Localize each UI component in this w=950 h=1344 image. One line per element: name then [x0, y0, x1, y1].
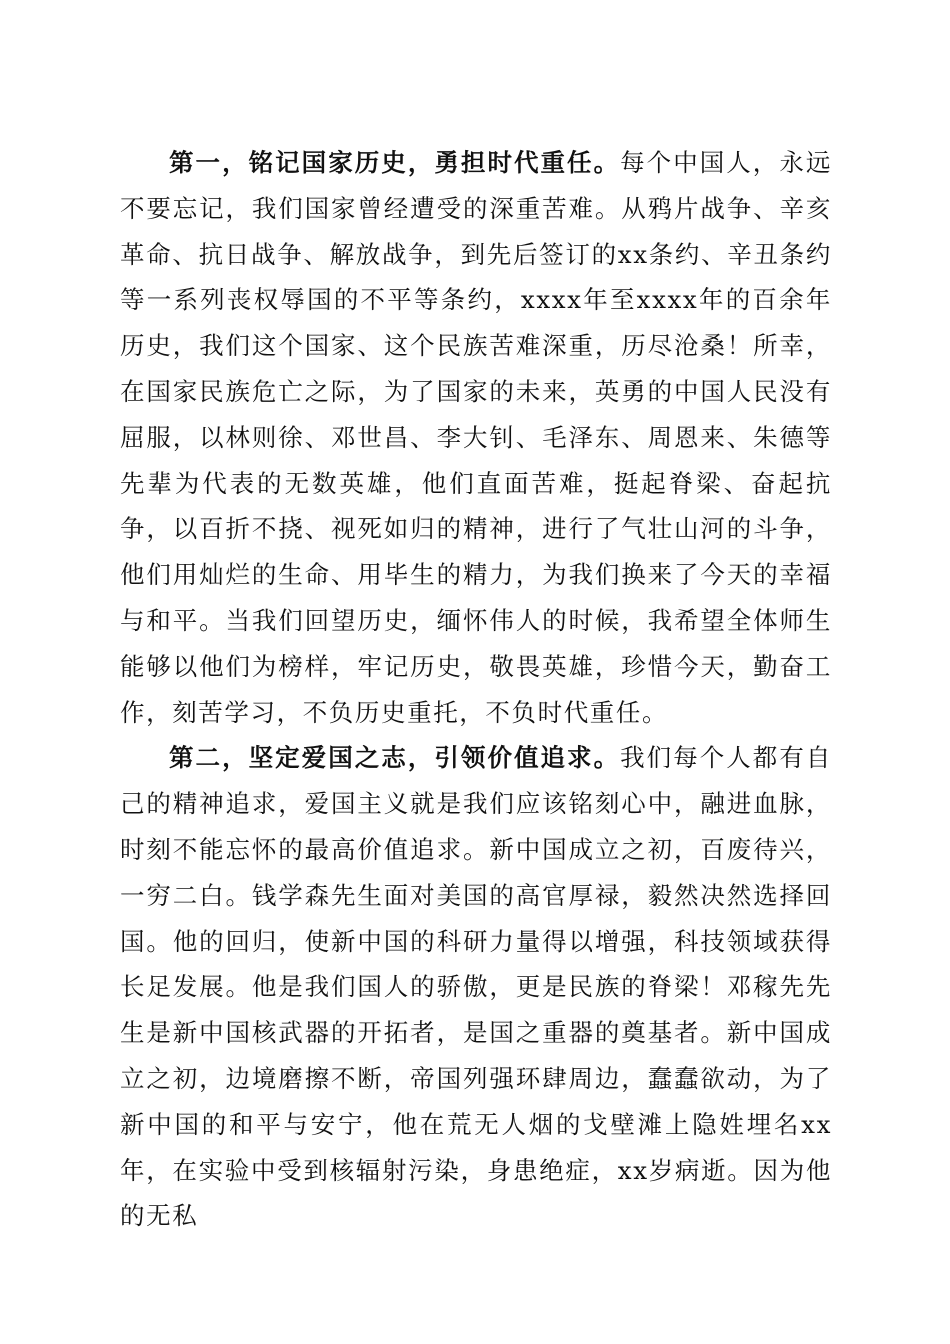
document-body	[120, 140, 832, 1239]
paragraph-2-lead: 第二，坚定爱国之志，引领价值追求。	[169, 743, 621, 773]
paragraph-1-lead: 第一，铭记国家历史，勇担时代重任。	[169, 148, 621, 177]
paragraph-1	[120, 140, 832, 735]
paragraph-2	[120, 735, 832, 1239]
paragraph-1-text: 每个中国人，永远不要忘记，我们国家曾经遭受的深重苦难。从鸦片战争、辛亥革命、抗日战争、解放战争，到先后签订的xx条约、辛丑条约等一系列丧权辱国的不平等条约，xxxx年至xxxx年的百余年历史，我们这个国家、这个民族苦难深重，历尽沧桑！所幸，在国家民族危亡之际，为了国家的未来，英勇的中国人民没有屈服，以林则徐、邓世昌、李大钊、毛泽东、周恩来、朱德等先辈为代表的无数英雄，他们直面苦难，挺起脊梁、奋起抗争，以百折不挠、视死如归的精神，进行了气壮山河的斗争，他们用灿烂的生命、用毕生的精力，为我们换来了今天的幸福与和平。当我们回望历史，缅怀伟人的时候，我希望全体师生能够以他们为榜样，牢记历史，敬畏英雄，珍惜今天，勤奋工作，刻苦学习，不负历史重托，不负时代重任。	[120, 148, 832, 727]
paragraph-2-text: 我们每个人都有自己的精神追求，爱国主义就是我们应该铭刻心中，融进血脉，时刻不能忘怀的最高价值追求。新中国成立之初，百废待兴，一穷二白。钱学森先生面对美国的高官厚禄，毅然决然选择回国。他的回归，使新中国的科研力量得以增强，科技领域获得长足发展。他是我们国人的骄傲，更是民族的脊梁！邓稼先先生是新中国核武器的开拓者，是国之重器的奠基者。新中国成立之初，边境磨擦不断，帝国列强环肆周边，蠢蠢欲动，为了新中国的和平与安宁，他在荒无人烟的戈壁滩上隐姓埋名xx年，在实验中受到核辐射污染，身患绝症，xx岁病逝。因为他的无私	[120, 743, 832, 1231]
